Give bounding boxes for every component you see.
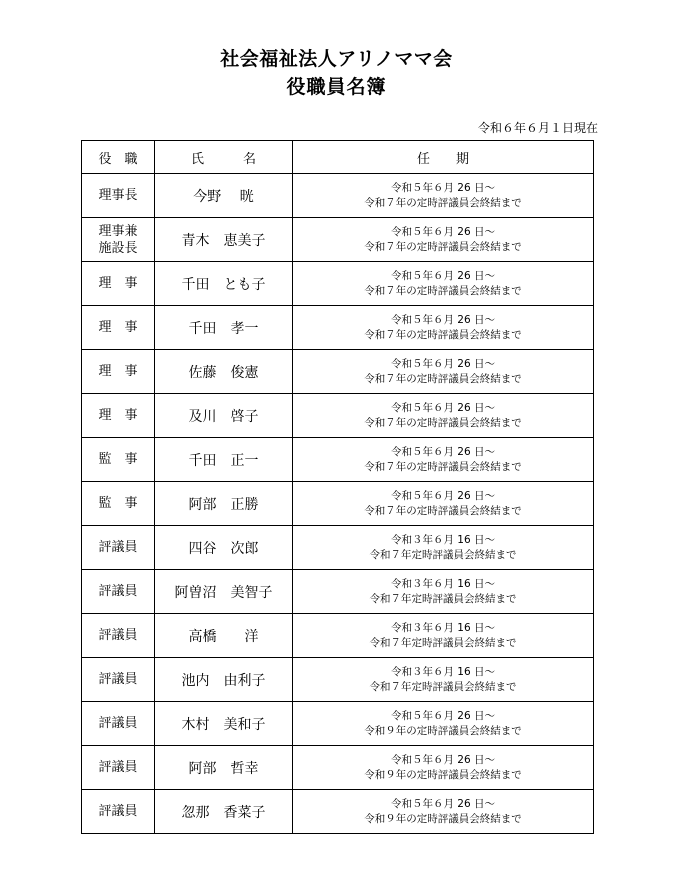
role-text: 評議員 <box>98 628 138 643</box>
term-end-text: 令和７年の定時評議員会終結まで <box>364 504 522 517</box>
column-header-name: 氏 名 <box>155 141 293 174</box>
name-text: 池内 由利子 <box>181 672 266 689</box>
name-cell <box>155 790 293 834</box>
name-text: 高橋 洋 <box>188 628 259 645</box>
role-cell <box>82 614 155 658</box>
organization-name: 社会福祉法人アリノママ会 <box>220 48 453 70</box>
term-end-text: 令和７年の定時評議員会終結まで <box>364 240 522 253</box>
term-cell <box>293 790 594 834</box>
role-cell <box>82 790 155 834</box>
role-cell <box>82 218 155 262</box>
role-text: 理事兼 施設長 <box>98 223 138 256</box>
role-cell <box>82 394 155 438</box>
role-text: 監 事 <box>98 496 138 511</box>
as-of-date: 令和６年６月１日現在 <box>477 121 598 135</box>
term-cell <box>293 702 594 746</box>
term-cell <box>293 174 594 218</box>
role-text: 評議員 <box>98 760 138 775</box>
term-end-text: 令和７年の定時評議員会終結まで <box>364 328 522 341</box>
role-cell <box>82 702 155 746</box>
term-start-text: 令和５年６月 26 日～ <box>390 357 496 370</box>
term-start-text: 令和３年６月 16 日～ <box>390 533 496 546</box>
term-cell <box>293 526 594 570</box>
name-cell <box>155 218 293 262</box>
name-cell <box>155 702 293 746</box>
table-row <box>82 614 594 658</box>
table-row <box>82 658 594 702</box>
term-end-text: 令和９年の定時評議員会終結まで <box>364 812 522 825</box>
table-row <box>82 174 594 218</box>
role-text: 理事長 <box>98 188 138 203</box>
role-text: 評議員 <box>98 804 138 819</box>
term-cell <box>293 570 594 614</box>
term-end-text: 令和７年の定時評議員会終結まで <box>364 416 522 429</box>
term-start-text: 令和３年６月 16 日～ <box>390 621 496 634</box>
role-cell <box>82 482 155 526</box>
table-body <box>82 174 594 834</box>
role-cell <box>82 174 155 218</box>
name-text: 阿部 正勝 <box>188 496 259 513</box>
role-text: 理 事 <box>98 320 138 335</box>
role-text: 評議員 <box>98 584 138 599</box>
table-header-row <box>82 141 594 174</box>
name-cell <box>155 614 293 658</box>
term-start-text: 令和５年６月 26 日～ <box>390 489 496 502</box>
name-text: 阿曽沼 美智子 <box>174 584 273 601</box>
term-cell <box>293 658 594 702</box>
term-end-text: 令和７年の定時評議員会終結まで <box>364 284 522 297</box>
term-end-text: 令和７年定時評議員会終結まで <box>369 548 517 561</box>
term-cell <box>293 482 594 526</box>
name-text: 及川 啓子 <box>188 408 259 425</box>
name-cell <box>155 438 293 482</box>
column-header-role: 役 職 <box>82 141 155 174</box>
role-cell <box>82 746 155 790</box>
table-row <box>82 570 594 614</box>
term-cell <box>293 306 594 350</box>
name-text: 忽那 香菜子 <box>181 804 266 821</box>
name-text: 阿部 哲幸 <box>188 760 259 777</box>
name-cell <box>155 658 293 702</box>
term-end-text: 令和７年の定時評議員会終結まで <box>364 460 522 473</box>
name-text: 佐藤 俊憲 <box>188 364 259 381</box>
term-start-text: 令和３年６月 16 日～ <box>390 577 496 590</box>
table-row <box>82 218 594 262</box>
term-end-text: 令和９年の定時評議員会終結まで <box>364 724 522 737</box>
term-start-text: 令和５年６月 26 日～ <box>390 313 496 326</box>
term-end-text: 令和７年定時評議員会終結まで <box>369 680 517 693</box>
name-text: 木村 美和子 <box>181 716 266 733</box>
term-start-text: 令和５年６月 26 日～ <box>390 753 496 766</box>
term-cell <box>293 218 594 262</box>
term-end-text: 令和７年の定時評議員会終結まで <box>364 372 522 385</box>
term-end-text: 令和９年の定時評議員会終結まで <box>364 768 522 781</box>
term-cell <box>293 614 594 658</box>
term-cell <box>293 438 594 482</box>
term-end-text: 令和７年定時評議員会終結まで <box>369 636 517 649</box>
name-cell <box>155 570 293 614</box>
name-cell <box>155 262 293 306</box>
role-cell <box>82 526 155 570</box>
name-text: 四谷 次郎 <box>188 540 259 557</box>
term-start-text: 令和３年６月 16 日～ <box>390 665 496 678</box>
name-cell <box>155 174 293 218</box>
term-start-text: 令和５年６月 26 日～ <box>390 709 496 722</box>
role-text: 理 事 <box>98 276 138 291</box>
name-cell <box>155 746 293 790</box>
table-row <box>82 262 594 306</box>
name-text: 千田 とも子 <box>181 276 266 293</box>
role-cell <box>82 350 155 394</box>
term-end-text: 令和７年の定時評議員会終結まで <box>364 196 522 209</box>
role-text: 理 事 <box>98 408 138 423</box>
term-cell <box>293 394 594 438</box>
officers-table <box>81 140 594 834</box>
role-cell <box>82 570 155 614</box>
role-cell <box>82 438 155 482</box>
role-text: 評議員 <box>98 540 138 555</box>
name-text: 千田 孝一 <box>188 320 259 337</box>
role-cell <box>82 658 155 702</box>
table-row <box>82 746 594 790</box>
name-cell <box>155 350 293 394</box>
role-cell <box>82 262 155 306</box>
name-text: 今野 晄 <box>193 188 254 205</box>
term-start-text: 令和５年６月 26 日～ <box>390 401 496 414</box>
term-end-text: 令和７年定時評議員会終結まで <box>369 592 517 605</box>
term-cell <box>293 262 594 306</box>
term-start-text: 令和５年６月 26 日～ <box>390 445 496 458</box>
term-start-text: 令和５年６月 26 日～ <box>390 225 496 238</box>
table-row <box>82 526 594 570</box>
table-row <box>82 394 594 438</box>
role-text: 監 事 <box>98 452 138 467</box>
role-text: 理 事 <box>98 364 138 379</box>
table-row <box>82 306 594 350</box>
document-title: 役職員名簿 <box>286 76 387 98</box>
name-cell <box>155 394 293 438</box>
role-text: 評議員 <box>98 672 138 687</box>
name-text: 千田 正一 <box>188 452 259 469</box>
term-cell <box>293 746 594 790</box>
table-row <box>82 350 594 394</box>
term-start-text: 令和５年６月 26 日～ <box>390 797 496 810</box>
column-header-term: 任 期 <box>293 141 594 174</box>
table-row <box>82 438 594 482</box>
name-cell <box>155 306 293 350</box>
term-start-text: 令和５年６月 26 日～ <box>390 269 496 282</box>
role-cell <box>82 306 155 350</box>
role-text: 評議員 <box>98 716 138 731</box>
name-text: 青木 恵美子 <box>181 232 266 249</box>
name-cell <box>155 526 293 570</box>
table-row <box>82 482 594 526</box>
table-row <box>82 790 594 834</box>
name-cell <box>155 482 293 526</box>
table-row <box>82 702 594 746</box>
term-cell <box>293 350 594 394</box>
term-start-text: 令和５年６月 26 日～ <box>390 181 496 194</box>
